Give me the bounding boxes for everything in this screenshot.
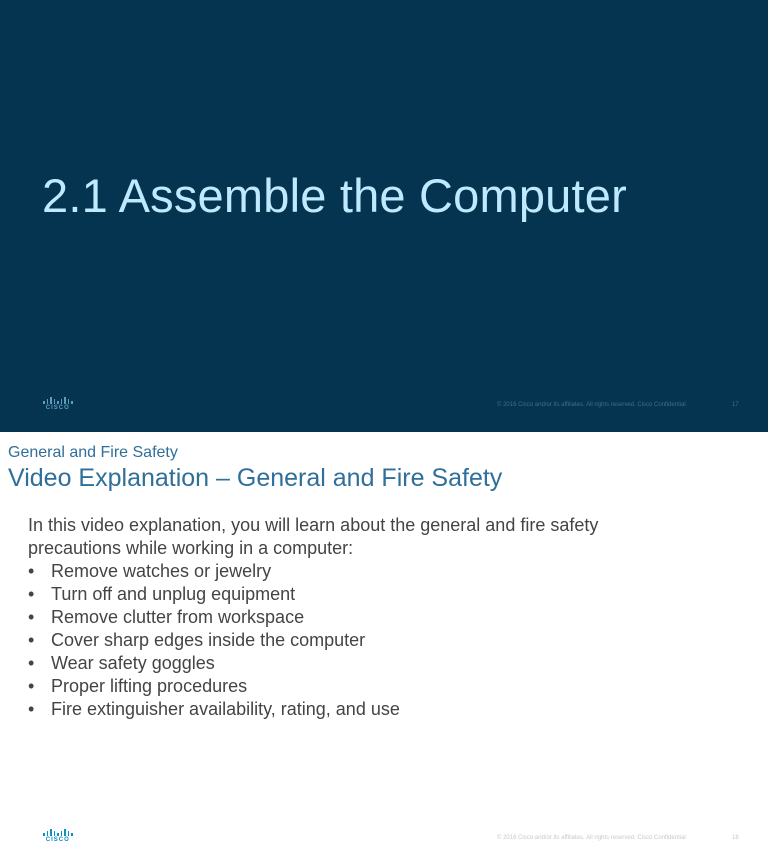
bullet-icon: • [28,676,35,696]
title-slide [0,0,768,432]
bullet-list [28,560,400,721]
copyright-footer: © 2016 Cisco and/or its affiliates. All rights reserved. Cisco Confidential [497,402,686,408]
section-title: General and Fire Safety [8,444,178,461]
cisco-logo-text: CISCO [45,405,70,411]
page-number: 17 [732,402,739,408]
bullet-text: Proper lifting procedures [51,676,248,696]
bullet-icon: • [28,699,35,719]
slide-heading: Video Explanation – General and Fire Safety [8,464,503,492]
bullet-text: Turn off and unplug equipment [51,584,296,604]
list-item [28,652,400,675]
cisco-logo [43,397,73,411]
list-item [28,560,400,583]
cisco-logo-bars-icon [43,397,73,404]
cisco-logo [43,829,73,843]
bullet-text: Remove clutter from workspace [51,607,305,627]
list-item [28,606,400,629]
cisco-logo-bars-icon [43,829,73,836]
slide-title: 2.1 Assemble the Computer [42,169,627,222]
page-number: 18 [732,835,739,841]
bullet-text: Cover sharp edges inside the computer [51,630,366,650]
bullet-icon: • [28,653,35,673]
list-item [28,675,400,698]
bullet-text: Wear safety goggles [51,653,215,673]
cisco-logo-text: CISCO [45,837,70,843]
bullet-text: Remove watches or jewelry [51,561,272,581]
bullet-icon: • [28,561,35,581]
bullet-text: Fire extinguisher availability, rating, and use [51,699,400,719]
bullet-icon: • [28,630,35,650]
bullet-icon: • [28,607,35,627]
list-item [28,698,400,721]
copyright-footer: © 2016 Cisco and/or its affiliates. All rights reserved. Cisco Confidential [497,835,686,841]
intro-paragraph: In this video explanation, you will learn about the general and fire safety precautions while working in a computer: [28,515,599,558]
list-item [28,629,400,652]
list-item [28,583,400,606]
bullet-icon: • [28,584,35,604]
